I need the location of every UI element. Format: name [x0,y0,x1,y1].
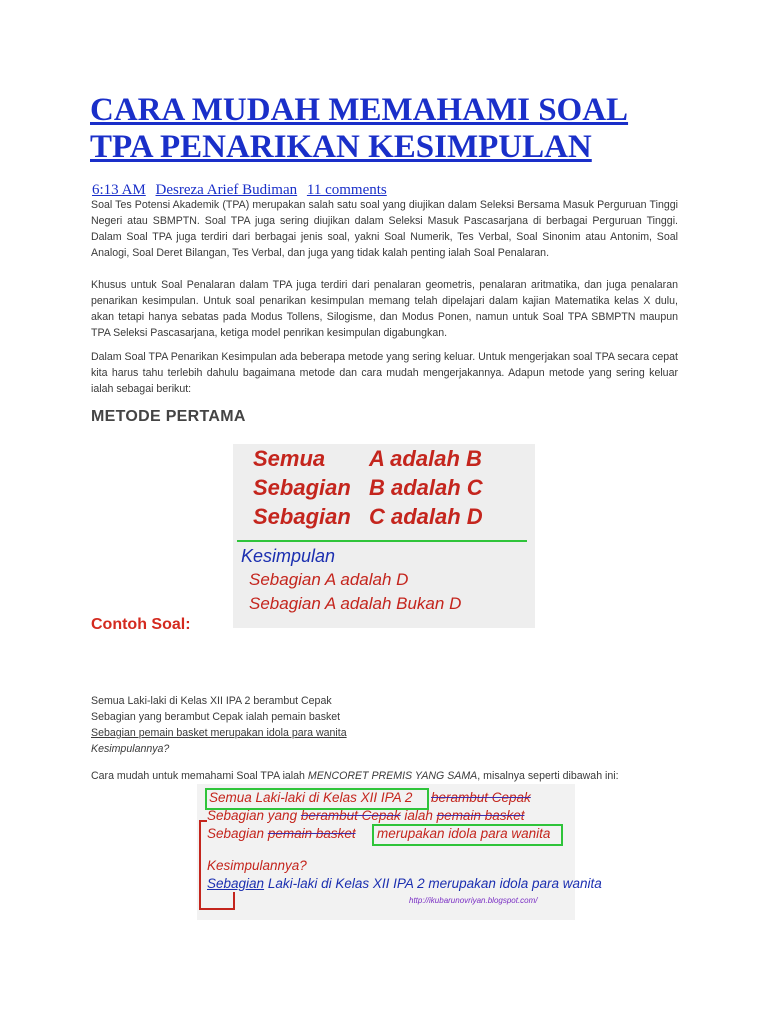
row1-statement: A adalah B [369,446,482,471]
example-diagram-image [197,784,602,920]
row3-statement: C adalah D [369,504,483,529]
premise-1: Semua Laki-laki di Kelas XII IPA 2 berambut Cepak [91,695,332,707]
conclusion-2: Sebagian A adalah Bukan D [249,594,462,613]
metode-diagram-image [233,444,535,628]
l2b-struck: berambut Cepak [300,808,401,823]
heading-metode-pertama: METODE PERTAMA [91,408,246,425]
diagram-line2 [207,808,524,823]
paragraph-intro: Soal Tes Potensi Akademik (TPA) merupakan salah satu soal yang diujikan dalam Seleksi Bersama Masuk Perguruan Tinggi Negeri atau SBMPTN. Soal TPA juga sering diujikan dalam Seleksi Masuk Pascasarjana di berbagai Perguruan Tinggi. Dalam Soal TPA juga terdiri dari berbagai jenis soal, yakni Soal Numerik, Tes Verbal, Soal Sinonim atau Antonim, Soal Analogi, Soal Deret Bilangan, Tes Verbal, dan juga yang tidak kalah penting ialah Soal Penalaran. [91,199,678,259]
divider-line [237,540,527,542]
paragraph-metode: Dalam Soal TPA Penarikan Kesimpulan ada beberapa metode yang sering keluar. Untuk mengerjakan soal TPA secara cepat kita harus tahu terlebih dahulu bagaimana metode dan cara mudah mengerjakannya. Adapun metode yang sering keluar ialah sebagai berikut: [91,351,678,395]
premise-3: Sebagian pemain basket merupakan idola para wanita [91,727,347,739]
premise-2: Sebagian yang berambut Cepak ialah pemain basket [91,711,341,723]
cara-mudah-text [91,768,619,784]
row1-quantifier: Semua [253,446,326,471]
l2a: Sebagian yang [207,808,301,823]
answer-sebagian: Sebagian [207,876,265,891]
diagram-line3 [207,826,356,841]
l3a: Sebagian [207,826,268,841]
question: Kesimpulannya? [91,743,170,755]
red-bracket-vertical [199,820,201,910]
cara-suffix: , misalnya seperti dibawah ini: [477,770,619,782]
red-bracket-bottom [199,908,235,910]
paragraph-penalaran: Khusus untuk Soal Penalaran dalam TPA juga terdiri dari penalaran geometris, penalaran aritmatika, dan juga penalaran penarikan kesimpulan. Untuk soal penarikan kesimpulan memang telah dipelajari dalam kajian Matematika kelas X dulu, akan tetapi hanya sebatas pada Modus Tollens, Silogisme, dan Modus Ponen, namun untuk Soal TPA SBMPTN maupun TPA Seleksi Pascasarjana, ketiga model penrikan kesimpulan digabungkan. [91,279,678,339]
cara-prefix: Cara mudah untuk memahami Soal TPA ialah [91,770,308,782]
row2-statement: B adalah C [369,475,483,500]
diagram-answer [207,876,602,891]
source-url[interactable]: http://ikubarunovriyan.blogspot.com/ [409,896,538,905]
diagram-question: Kesimpulannya? [207,858,307,873]
conclusion-1: Sebagian A adalah D [249,570,409,589]
answer-rest: Laki-laki di Kelas XII IPA 2 merupakan idola para wanita [264,876,602,891]
kesimpulan-label: Kesimpulan [241,546,336,566]
post-time-link[interactable]: 6:13 AM [92,182,146,198]
author-link[interactable]: Desreza Arief Budiman [155,182,298,198]
heading-contoh-soal: Contoh Soal: [91,616,191,633]
red-bracket-up [233,892,235,910]
row2-quantifier: Sebagian [253,475,351,500]
diagram-line1-subject: Semua Laki-laki di Kelas XII IPA 2 [209,790,413,805]
l3b-struck: pemain basket [267,826,356,841]
row3-quantifier: Sebagian [253,504,351,529]
diagram-line1-struck: berambut Cepak [431,790,531,805]
comments-link[interactable]: 11 comments [306,182,387,198]
l2c: ialah [400,808,437,823]
cara-emphasis: MENCORET PREMIS YANG SAMA [307,770,478,782]
l2d-struck: pemain basket [436,808,525,823]
diagram-line3-boxed: merupakan idola para wanita [377,826,551,841]
page-title[interactable]: CARA MUDAH MEMAHAMI SOAL TPA PENARIKAN KESIMPULAN [90,92,629,165]
red-bracket-top [199,820,207,822]
